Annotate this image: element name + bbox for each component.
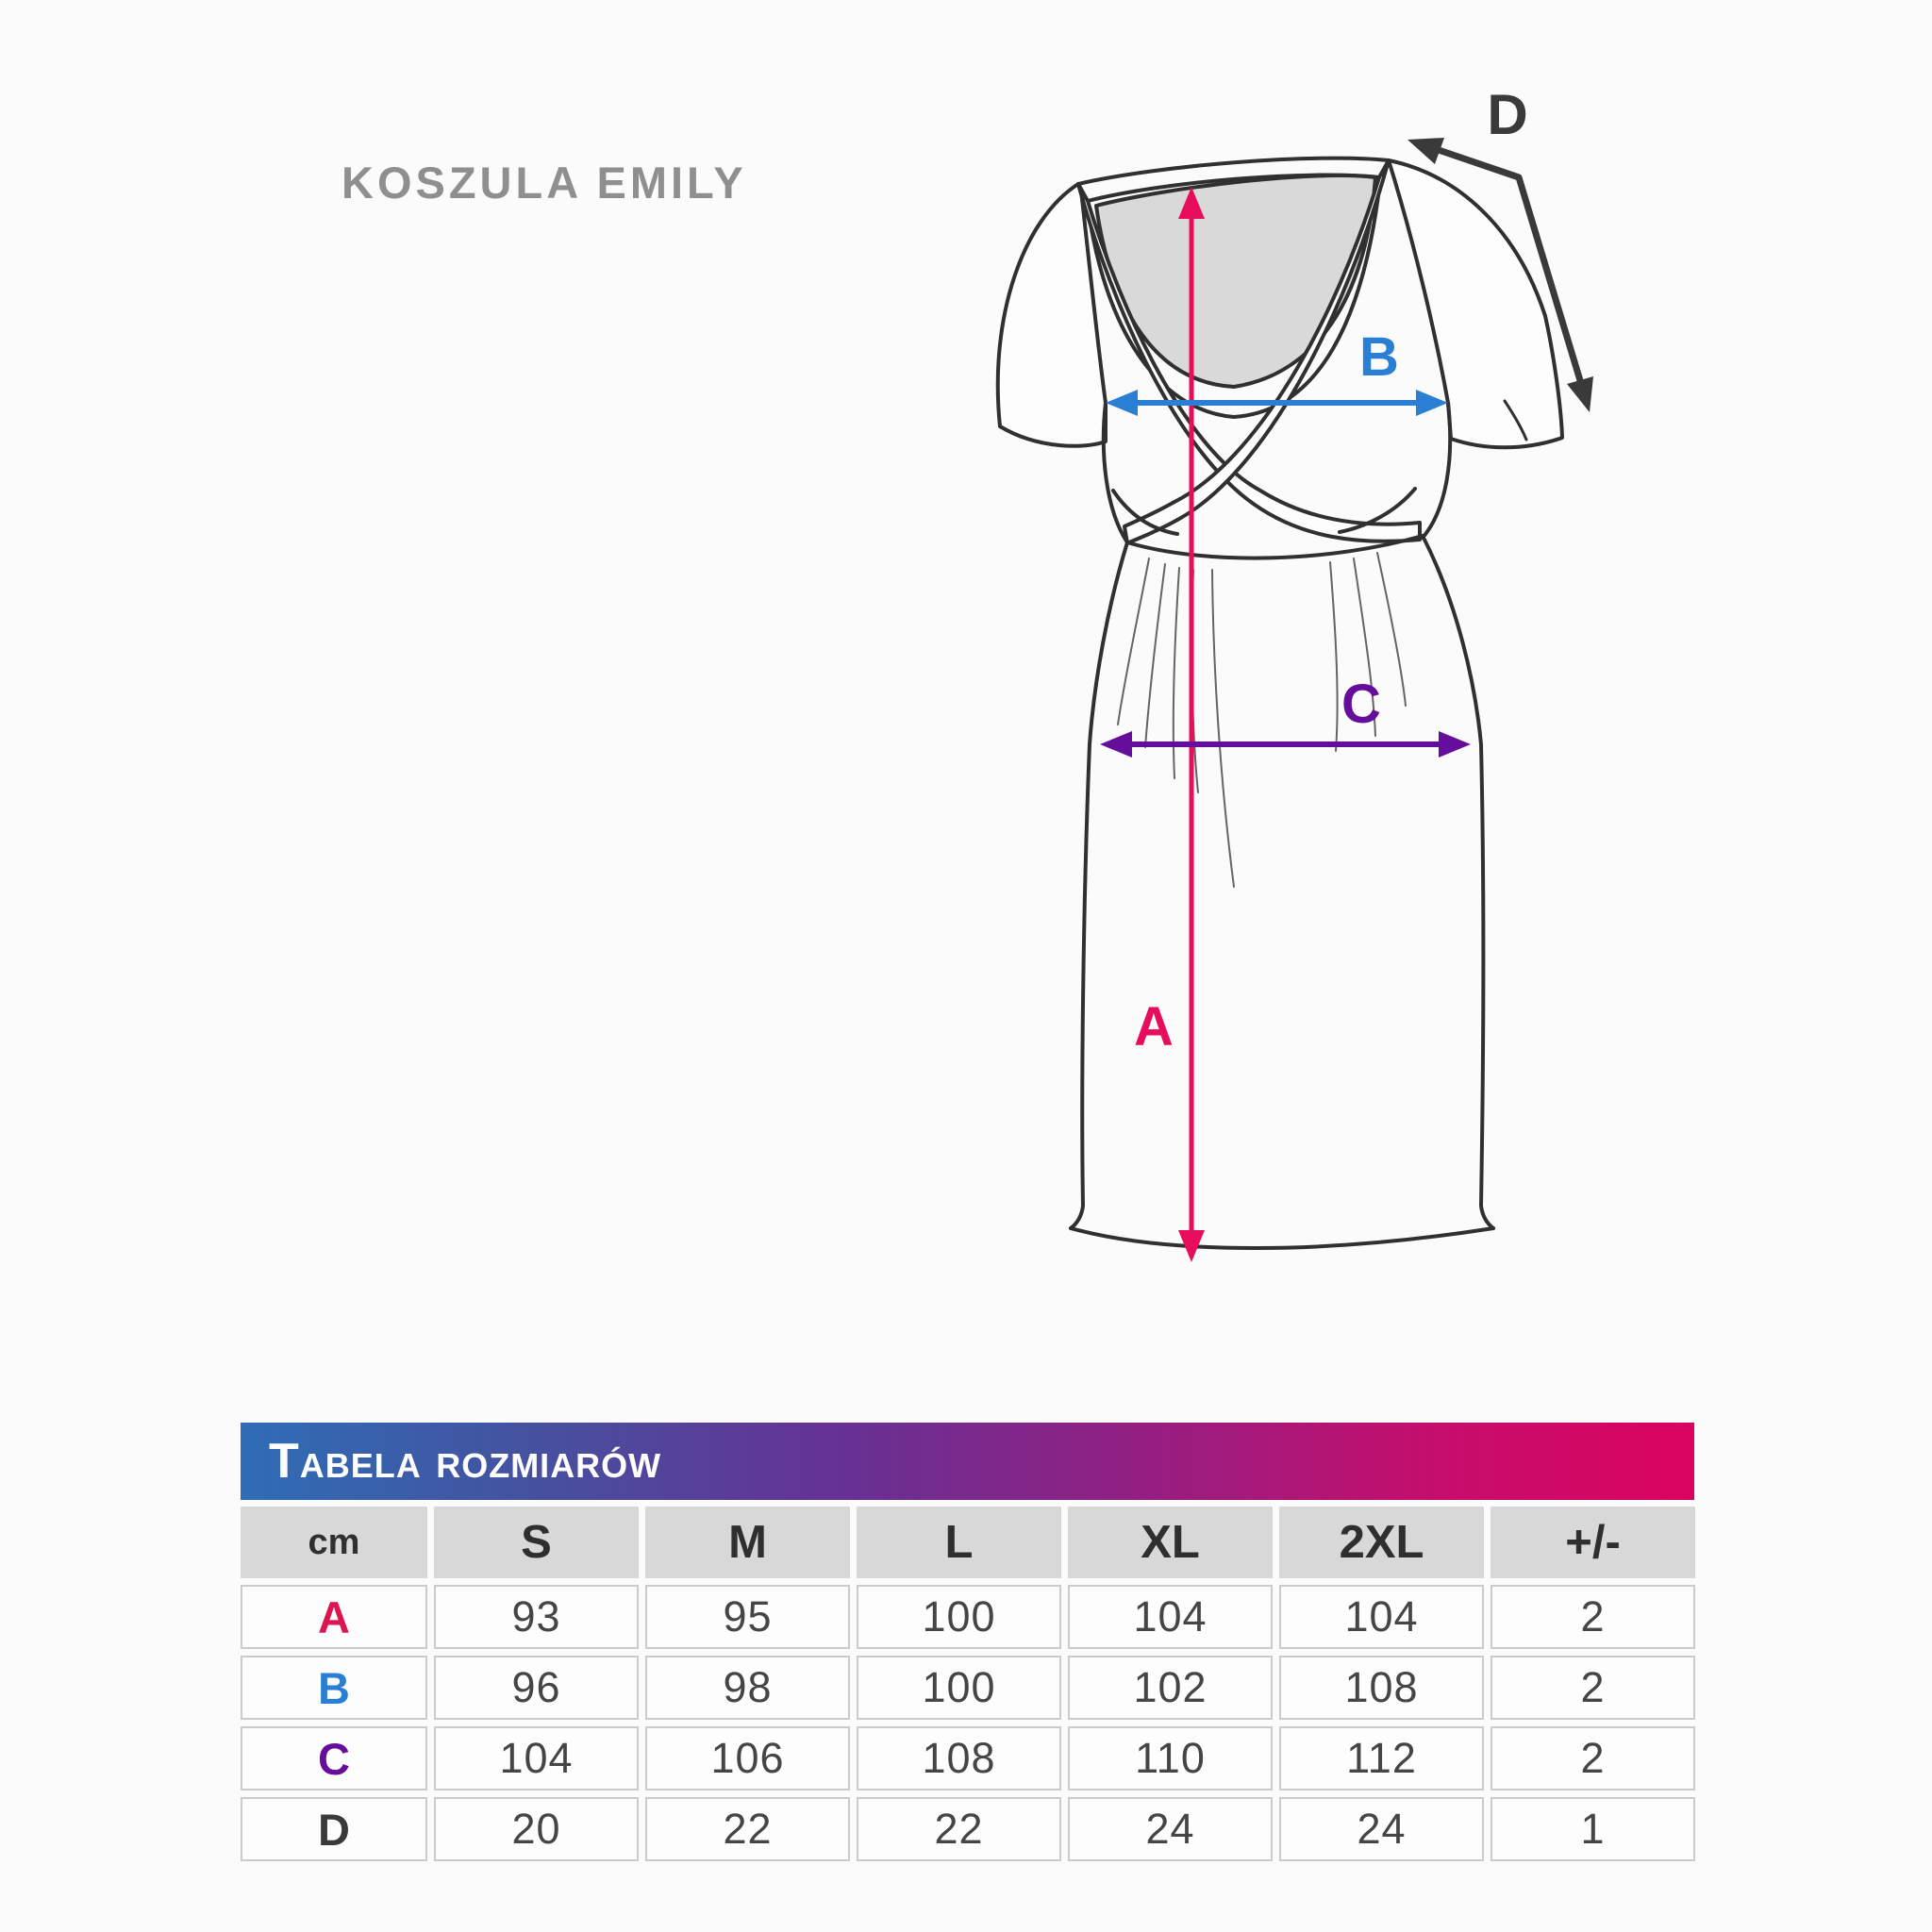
size-header-tolerance: +/- bbox=[1491, 1507, 1695, 1578]
size-table-banner-title: Tabela rozmiarów bbox=[269, 1434, 662, 1489]
value-a-s: 93 bbox=[434, 1585, 639, 1649]
size-header-s: S bbox=[434, 1507, 639, 1578]
unit-header-cell: cm bbox=[241, 1507, 427, 1578]
value-b-m: 98 bbox=[645, 1656, 850, 1720]
size-header-xl: XL bbox=[1068, 1507, 1273, 1578]
measure-label-b: B bbox=[1359, 326, 1399, 388]
value-b-2xl: 108 bbox=[1279, 1656, 1484, 1720]
value-b-tol: 2 bbox=[1491, 1656, 1695, 1720]
size-table-banner bbox=[241, 1423, 1694, 1500]
garment-measurement-diagram bbox=[802, 75, 1651, 1321]
value-a-m: 95 bbox=[645, 1585, 850, 1649]
table-row-c bbox=[241, 1726, 1695, 1790]
measure-label-c: C bbox=[1341, 674, 1381, 735]
value-c-s: 104 bbox=[434, 1726, 639, 1790]
measure-label-a: A bbox=[1134, 996, 1174, 1058]
row-label-c: C bbox=[241, 1726, 427, 1790]
value-a-2xl: 104 bbox=[1279, 1585, 1484, 1649]
table-row-d bbox=[241, 1797, 1695, 1861]
size-header-l: L bbox=[857, 1507, 1061, 1578]
value-a-l: 100 bbox=[857, 1585, 1061, 1649]
value-c-l: 108 bbox=[857, 1726, 1061, 1790]
value-d-xl: 24 bbox=[1068, 1797, 1273, 1861]
row-label-d: D bbox=[241, 1797, 427, 1861]
value-c-2xl: 112 bbox=[1279, 1726, 1484, 1790]
value-b-xl: 102 bbox=[1068, 1656, 1273, 1720]
size-table-grid bbox=[234, 1500, 1702, 1868]
value-c-m: 106 bbox=[645, 1726, 850, 1790]
value-d-m: 22 bbox=[645, 1797, 850, 1861]
value-a-xl: 104 bbox=[1068, 1585, 1273, 1649]
size-table bbox=[241, 1423, 1694, 1868]
value-a-tol: 2 bbox=[1491, 1585, 1695, 1649]
row-label-b: B bbox=[241, 1656, 427, 1720]
value-c-tol: 2 bbox=[1491, 1726, 1695, 1790]
table-row-b bbox=[241, 1656, 1695, 1720]
size-header-m: M bbox=[645, 1507, 850, 1578]
size-table-header-row bbox=[241, 1507, 1695, 1578]
page-title: KOSZULA EMILY bbox=[341, 158, 747, 208]
size-header-2xl: 2XL bbox=[1279, 1507, 1484, 1578]
value-d-2xl: 24 bbox=[1279, 1797, 1484, 1861]
skirt-outline bbox=[1071, 536, 1493, 1248]
row-label-a: A bbox=[241, 1585, 427, 1649]
measure-arrow-c bbox=[1100, 674, 1471, 758]
table-row-a bbox=[241, 1585, 1695, 1649]
measure-label-d: D bbox=[1487, 83, 1528, 146]
value-d-s: 20 bbox=[434, 1797, 639, 1861]
value-b-l: 100 bbox=[857, 1656, 1061, 1720]
value-c-xl: 110 bbox=[1068, 1726, 1273, 1790]
value-d-l: 22 bbox=[857, 1797, 1061, 1861]
value-d-tol: 1 bbox=[1491, 1797, 1695, 1861]
value-b-s: 96 bbox=[434, 1656, 639, 1720]
